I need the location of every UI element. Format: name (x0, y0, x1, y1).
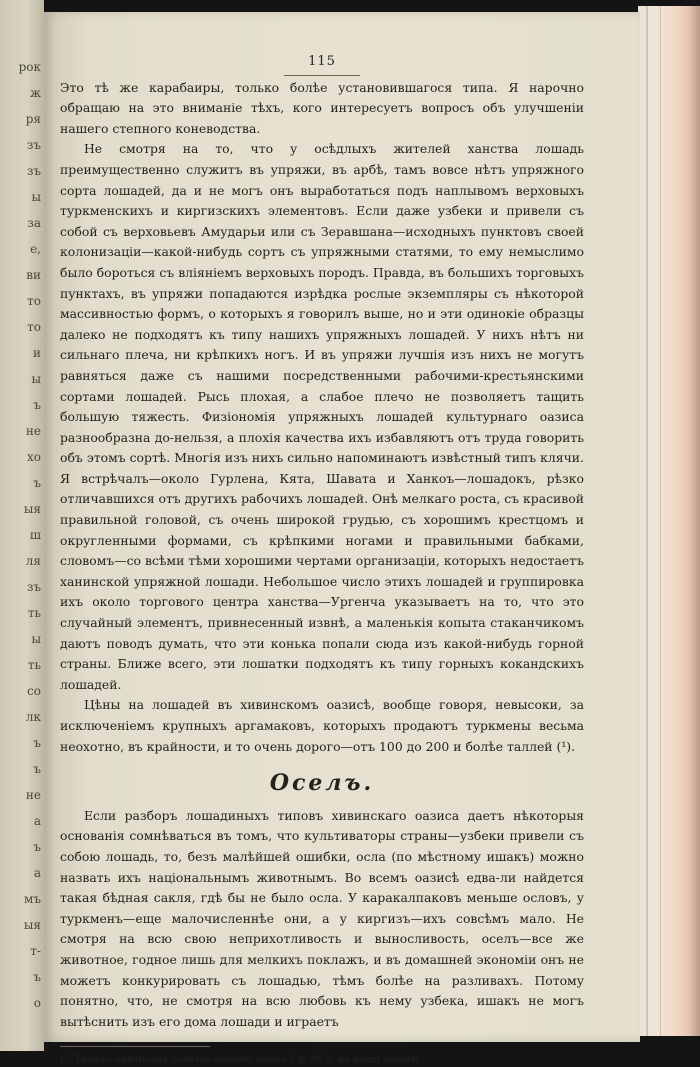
paragraph: Не смотря на то, что у осѣдлыхъ жителей ханства лошадь преимущественно служитъ въ упряжи, въ арбѣ, тамъ вовсе нѣтъ упряжного сорта лошадей, да и не могъ онъ выработаться подъ наплывомъ верховыхъ туркменскихъ и киргизскихъ элементовъ. Если даже узбеки и привели съ собой съ верховьевъ Амударьи или съ Зеравшана—исходныхъ пунктовъ своей колонизаціи—какой-нибудь сортъ съ упряжными статями, то ему немыслимо было бороться съ вліяніемъ верховыхъ породъ. Правда, въ большихъ торговыхъ пунктахъ, въ упряжи попадаются изрѣдка рослые экземпляры съ нѣкоторой массивностью формъ, о которыхъ я говорилъ выше, но и эти одинокіе образцы далеко не подходятъ къ типу нашихъ упряжныхъ лошадей. У нихъ нѣтъ ни сильнаго плеча, ни крѣпкихъ ногъ. И въ упряжи лучшія изъ нихъ не могутъ равняться даже съ нашими посредственными рабочими-крестьянскими сортами лошадей. Рысь плохая, а слабое плечо не позволяетъ тащить большую тяжесть. Физіономія упряжныхъ лошадей культурнаго оазиса разнообразна до-нельзя, а плохія качества ихъ избавляютъ отъ труда говорить объ этомъ сортѣ. Многія изъ нихъ сильно напоминаютъ извѣстный типъ клячи. Я встрѣчалъ—около Гурлена, Кята, Шавата и Ханкоъ—лошадокъ, рѣзко отличавшихся отъ другихъ рабочихъ лошадей. Онѣ мелкаго роста, съ красивой правильной головой, съ очень широкой грудью, съ хорошимъ крестцомъ и округленными формами, съ крѣпкими ногами и правильными бабками, словомъ—со всѣми тѣми хорошими чертами организаціи, которыхъ недостаетъ ханинской упряжной лошади. Небольшое число этихъ лошадей и группировка ихъ около торгового центра ханства—Ургенча указываетъ на то, что это случайный элементъ, привнесенный извнѣ, а маленькія копыта стаканчикомъ даютъ поводъ думать, что эти конька попали сюда изъ какой-нибудь горной страны. Ближе всего, эти лошатки подходятъ къ типу горныхъ кокандскихъ лошадей. (60, 141, 584, 692)
facing-page-fragment: ш (29, 528, 41, 542)
page-stack-edge (638, 6, 700, 1036)
page-content (60, 52, 584, 1067)
facing-page-fragment: ж (29, 86, 41, 100)
facing-page-fragment: ъ (33, 762, 41, 776)
facing-page-fragment: ря (25, 112, 41, 126)
facing-page-fragment: ть (27, 606, 41, 620)
facing-page-fragment: то (27, 294, 41, 308)
facing-page-fragment: ъ (33, 840, 41, 854)
section-title: Оселъ. (269, 770, 375, 797)
paragraph: Если разборъ лошадиныхъ типовъ хивинскаго оазиса даетъ нѣкоторыя основанія сомнѣваться въ томъ, что культиваторы страны—узбеки привели съ собою лошадь, то, безъ малѣйшей ошибки, осла (по мѣстному ишакъ) можно назвать ихъ національнымъ животнымъ. Во всемъ оазисѣ едва-ли найдется такая бѣдная сакля, гдѣ бы не было осла. У каракалпаковъ меньше ословъ, у туркменъ—еще малочисленнѣе они, а у киргизъ—ихъ совсѣмъ мало. Не смотря на всю свою неприхотливость и выносливость, оселъ—все же животное, годное лишь для мелкихъ поклажъ, и въ домашней экономіи онъ не можетъ конкурировать съ лошадью, тѣмъ болѣе на разливахъ. Потому понятно, что, не смотря на всю любовь къ нему узбека, ишакъ не могъ вытѣснить изъ его дома лошади и играетъ (60, 807, 584, 1029)
facing-page-fragment: е, (30, 242, 41, 256)
facing-page-fragment: и (33, 346, 41, 360)
footnote: (¹) Тилля—хивинская золотая монета, около 1 р. 80 к. на наши деньги. (60, 1054, 422, 1066)
paragraph: Цѣны на лошадей въ хивинскомъ оазисѣ, вообще говоря, невысоки, за исключеніемъ крупныхъ аргамаковъ, которыхъ продаютъ туркмены весьма неохотно, въ крайности, и то очень дорого—отъ 100 до 200 и болѣе таллей (¹). (60, 697, 584, 754)
facing-page-fragment: зъ (26, 580, 41, 594)
facing-page-fragment: ъ (33, 970, 41, 984)
facing-page-fragment: то (27, 320, 41, 334)
facing-page-fragment: т- (30, 944, 41, 958)
facing-page-fragment: за (27, 216, 41, 230)
facing-page-fragment: ви (26, 268, 41, 282)
facing-page-fragment: а (33, 814, 41, 828)
facing-page-fragment: хо (27, 450, 41, 464)
facing-page-fragment: ы (31, 190, 41, 204)
facing-page-fragment: ля (25, 554, 41, 568)
facing-page-fragment: ы (31, 372, 41, 386)
book-page (44, 12, 640, 1066)
facing-page-fragment: ыя (23, 502, 41, 516)
facing-page-fragment: ы (31, 632, 41, 646)
page-number: 115 (60, 52, 584, 76)
facing-page-fragment: зъ (26, 164, 41, 178)
facing-page-fragment: ъ (33, 736, 41, 750)
facing-page-fragment: зъ (26, 138, 41, 152)
facing-page-fragment: а (33, 866, 41, 880)
facing-page-fragment: ъ (33, 398, 41, 412)
facing-page-fragment: ыя (23, 918, 41, 932)
facing-page-edge (0, 0, 44, 1051)
facing-page-fragment: лк (25, 710, 41, 724)
facing-page-fragment: не (25, 424, 41, 438)
facing-page-fragment: ъ (33, 476, 41, 490)
facing-page-fragment: о (33, 996, 41, 1010)
facing-page-fragment: со (27, 684, 41, 698)
facing-page-fragment: мъ (24, 892, 41, 906)
paragraph: Это тѣ же карабаиры, только болѣе установившагося типа. Я нарочно обращаю на это вниманіе тѣхъ, кого интересуетъ вопросъ объ улучшеніи нашего степного коневодства. (60, 79, 584, 136)
footnote-divider (60, 1046, 210, 1047)
facing-page-fragment: рок (18, 60, 41, 74)
facing-page-fragment: ть (27, 658, 41, 672)
facing-page-fragment: не (25, 788, 41, 802)
